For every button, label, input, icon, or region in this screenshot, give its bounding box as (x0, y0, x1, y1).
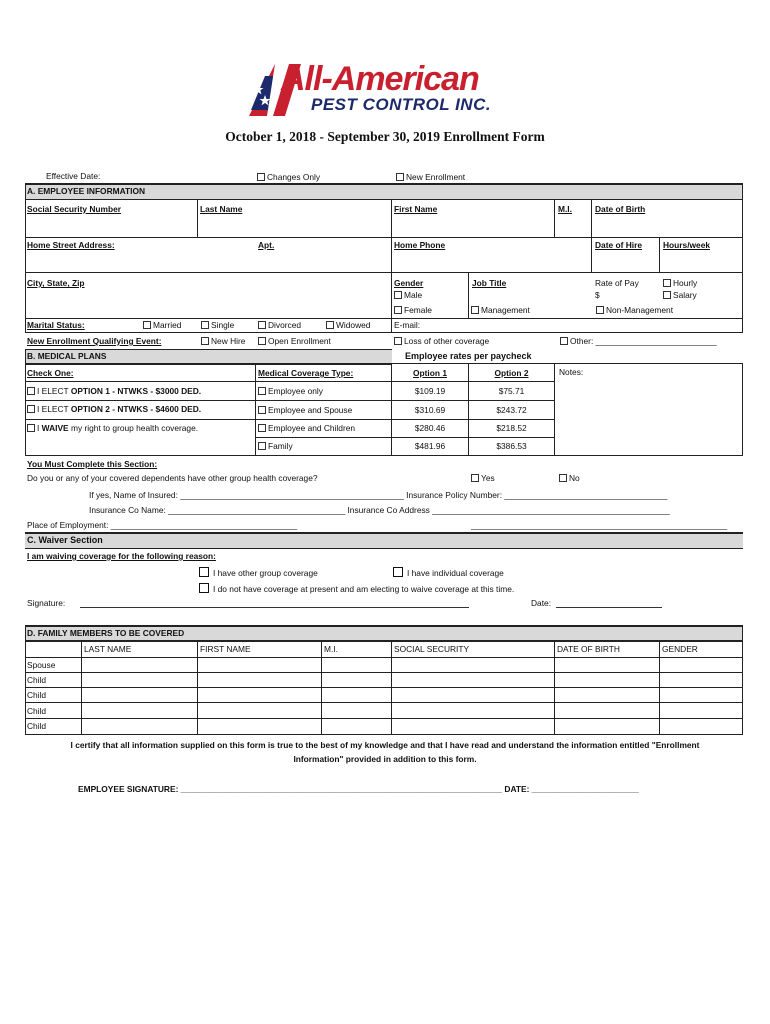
female-option[interactable]: Female (394, 306, 432, 314)
rate-cell: $109.19 (414, 386, 446, 396)
col-first-name: FIRST NAME (200, 644, 251, 654)
section-a-title: A. EMPLOYEE INFORMATION (27, 186, 146, 196)
salary-option[interactable]: Salary (663, 291, 697, 299)
apt-field[interactable] (258, 254, 388, 268)
section-c-title: C. Waiver Section (27, 535, 103, 545)
row-label-child: Child (27, 706, 47, 716)
individual-checkbox[interactable] (393, 567, 403, 577)
date-label: Date: (531, 598, 552, 608)
must-complete-title: You Must Complete this Section: (27, 459, 158, 469)
section-d-title: D. FAMILY MEMBERS TO BE COVERED (27, 628, 185, 638)
female-checkbox[interactable] (394, 306, 402, 314)
notes-label: Notes: (559, 367, 584, 377)
other-coverage-question: Do you or any of your covered dependents have other group health coverage? (27, 473, 318, 483)
salary-checkbox[interactable] (663, 291, 671, 299)
divorced-checkbox[interactable] (258, 321, 266, 329)
loss-of-coverage-checkbox[interactable] (394, 337, 402, 345)
coverage-checkbox[interactable] (258, 424, 266, 432)
yes-option[interactable]: Yes (471, 474, 495, 482)
widowed-option[interactable]: Widowed (326, 321, 370, 329)
ssn-label: Social Security Number (27, 204, 122, 214)
married-option[interactable]: Married (143, 321, 181, 329)
col-last-name: LAST NAME (84, 644, 132, 654)
coverage-employee-spouse[interactable]: Employee and Spouse (258, 406, 352, 414)
rate-cell: $75.71 (498, 386, 525, 396)
mi-field[interactable] (557, 218, 588, 232)
place-of-employment-line-2[interactable]: _______________________________________________________ (471, 520, 728, 530)
option1-header: Option 1 (413, 368, 447, 378)
single-checkbox[interactable] (201, 321, 209, 329)
rate-cell: $386.53 (496, 441, 527, 451)
no-coverage-option[interactable]: I do not have coverage at present and am electing to waive coverage at this time. (199, 583, 514, 593)
section-b-title: B. MEDICAL PLANS (27, 351, 107, 361)
home-phone-field[interactable] (394, 254, 588, 268)
date-of-hire-field[interactable] (594, 254, 656, 268)
coverage-employee-children[interactable]: Employee and Children (258, 424, 355, 432)
coverage-employee-only[interactable]: Employee only (258, 387, 323, 395)
city-state-zip-field[interactable] (28, 293, 386, 307)
rate-cell: $243.72 (496, 405, 527, 415)
new-hire-option[interactable]: New Hire (201, 337, 245, 345)
last-name-label: Last Name (200, 204, 243, 214)
non-management-option[interactable]: Non-Management (596, 306, 673, 314)
apt-label: Apt. (258, 240, 275, 250)
rate-cell: $481.96 (414, 441, 446, 451)
no-checkbox[interactable] (559, 474, 567, 482)
home-street-label: Home Street Address: (27, 240, 115, 250)
city-state-zip-label: City, State, Zip (27, 278, 85, 288)
signature-line[interactable] (80, 607, 469, 608)
option2-header: Option 2 (494, 368, 529, 378)
last-name-field[interactable] (200, 218, 388, 232)
insured-name-line[interactable]: If yes, Name of Insured: ________________________________________________ Insurance Policy Number: ___________________________________ (89, 490, 668, 500)
widowed-checkbox[interactable] (326, 321, 334, 329)
employee-signature-line[interactable]: EMPLOYEE SIGNATURE: _____________________________________________________________________ DATE: _______________________ (78, 784, 639, 794)
male-checkbox[interactable] (394, 291, 402, 299)
check-one-label: Check One: (27, 368, 74, 378)
rate-cell: $280.46 (414, 423, 446, 433)
col-ssn: SOCIAL SECURITY (394, 644, 470, 654)
new-hire-checkbox[interactable] (201, 337, 209, 345)
email-field[interactable] (428, 319, 738, 331)
no-option[interactable]: No (559, 474, 580, 482)
mi-label: M.I. (558, 204, 572, 214)
row-label-spouse: Spouse (27, 660, 56, 670)
open-enrollment-option[interactable]: Open Enrollment (258, 337, 331, 345)
form-title: October 1, 2018 - September 30, 2019 Enrollment Form (225, 129, 545, 144)
elect-option1-checkbox[interactable] (27, 387, 35, 395)
place-of-employment-line[interactable]: Place of Employment: ________________________________________ (27, 520, 298, 530)
home-street-field[interactable] (28, 254, 253, 268)
management-checkbox[interactable] (471, 306, 479, 314)
no-coverage-checkbox[interactable] (199, 583, 209, 593)
first-name-label: First Name (394, 204, 438, 214)
section-c-header (25, 533, 743, 549)
changes-only-checkbox[interactable] (257, 173, 265, 181)
coverage-family[interactable]: Family (258, 442, 293, 450)
rate-of-pay-label: Rate of Pay (595, 278, 639, 288)
date-line[interactable] (556, 607, 662, 608)
changes-only-option[interactable]: Changes Only (257, 173, 320, 181)
other-event-checkbox[interactable] (560, 337, 568, 345)
loss-of-coverage-option[interactable]: Loss of other coverage (394, 337, 489, 345)
email-label: E-mail: (394, 320, 421, 330)
yes-checkbox[interactable] (471, 474, 479, 482)
col-gender: GENDER (662, 644, 698, 654)
date-of-hire-label: Date of Hire (595, 240, 643, 250)
other-event-option[interactable]: Other: __________________________ (560, 337, 717, 345)
coverage-checkbox[interactable] (258, 406, 266, 414)
col-dob: DATE OF BIRTH (557, 644, 620, 654)
dob-label: Date of Birth (595, 204, 646, 214)
waive-coverage[interactable]: I WAIVE my right to group health coverage. (27, 424, 198, 432)
rate-cell: $310.69 (414, 405, 446, 415)
coverage-checkbox[interactable] (258, 442, 266, 450)
non-management-checkbox[interactable] (596, 306, 604, 314)
col-mi: M.I. (324, 644, 338, 654)
single-option[interactable]: Single (201, 321, 234, 329)
signature-label: Signature: (27, 598, 66, 608)
elect-option2[interactable]: I ELECT OPTION 2 - NTWKS - $4600 DED. (27, 405, 201, 413)
dob-field[interactable] (594, 218, 739, 232)
logo-wordmark: All-American (281, 60, 479, 98)
coverage-checkbox[interactable] (258, 387, 266, 395)
certification-text-line1: I certify that all information supplied on this form is true to the best of my knowledge and that I have read and understand the information entitled "Enrollment (70, 740, 700, 750)
gender-label: Gender (394, 278, 424, 288)
company-logo (245, 62, 515, 118)
row-label-child: Child (27, 675, 47, 685)
qualifying-event-label: New Enrollment Qualifying Event: (27, 336, 162, 346)
hourly-checkbox[interactable] (663, 279, 671, 287)
rate-cell: $218.52 (496, 423, 527, 433)
other-group-checkbox[interactable] (199, 567, 209, 577)
rates-header: Employee rates per paycheck (405, 351, 532, 361)
logo-subtitle: PEST CONTROL INC. (311, 95, 492, 114)
other-group-coverage-option[interactable]: I have other group coverage (199, 567, 318, 577)
elect-option2-checkbox[interactable] (27, 405, 35, 413)
certification-text-line2: Information" provided in addition to this form. (293, 754, 477, 764)
hours-week-field[interactable] (662, 254, 739, 268)
insurance-co-line[interactable]: Insurance Co Name: ______________________________________ Insurance Co Address ___________________________________________________ (89, 505, 670, 515)
job-title-label: Job Title (472, 278, 507, 288)
waiving-reason-label: I am waiving coverage for the following reason: (27, 551, 216, 561)
home-phone-label: Home Phone (394, 240, 446, 250)
ssn-field[interactable] (28, 218, 193, 232)
hourly-option[interactable]: Hourly (663, 279, 697, 287)
dollar-sign: $ (595, 290, 600, 300)
marital-status-label: Marital Status: (27, 320, 85, 330)
open-enrollment-checkbox[interactable] (258, 337, 266, 345)
individual-coverage-option[interactable]: I have individual coverage (393, 567, 504, 577)
new-enrollment-option[interactable]: New Enrollment (396, 173, 465, 181)
coverage-type-label: Medical Coverage Type: (258, 368, 354, 378)
hours-week-label: Hours/week (663, 240, 711, 250)
effective-date-label: Effective Date: (46, 171, 101, 181)
waive-checkbox[interactable] (27, 424, 35, 432)
elect-option1[interactable]: I ELECT OPTION 1 - NTWKS - $3000 DED. (27, 387, 201, 395)
divorced-option[interactable]: Divorced (258, 321, 301, 329)
row-label-child: Child (27, 721, 47, 731)
male-option[interactable]: Male (394, 291, 422, 299)
row-label-child: Child (27, 690, 47, 700)
first-name-field[interactable] (394, 218, 551, 232)
new-enrollment-checkbox[interactable] (396, 173, 404, 181)
married-checkbox[interactable] (143, 321, 151, 329)
management-option[interactable]: Management (471, 306, 530, 314)
